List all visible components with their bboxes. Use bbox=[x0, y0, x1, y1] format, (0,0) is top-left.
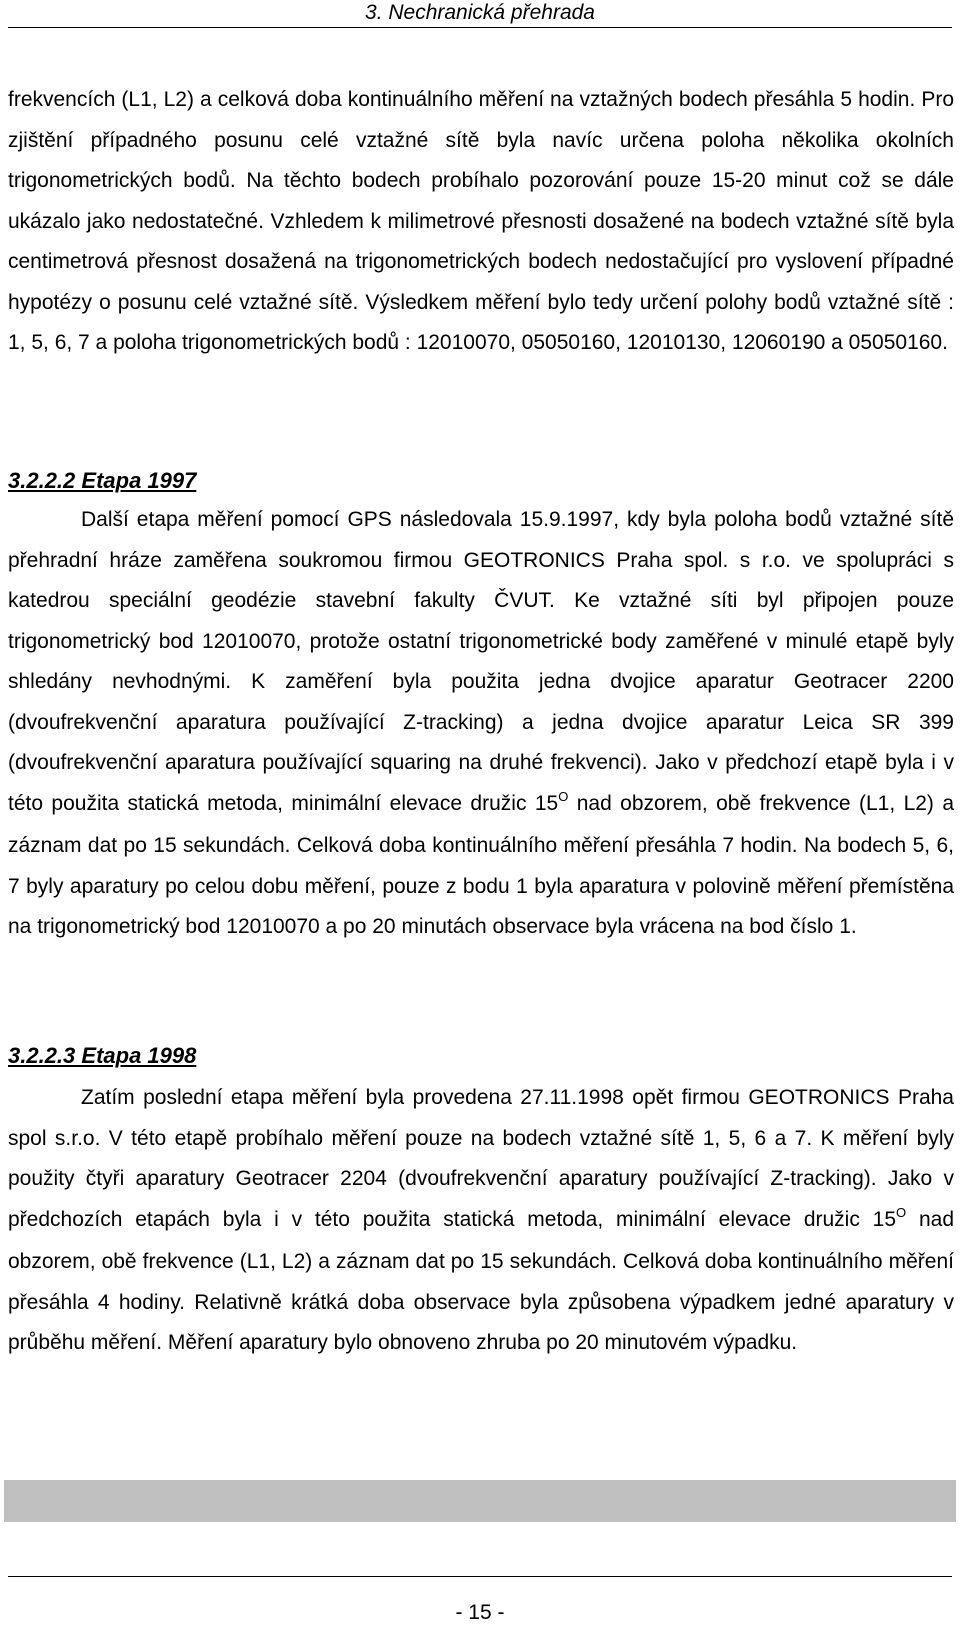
degree-superscript: O bbox=[558, 788, 569, 804]
intro-paragraph: frekvencích (L1, L2) a celková doba kontinuálního měření na vztažných bodech přesáhla 5 hodin. Pro zjištění případného posunu celé vztažné sítě byla navíc určena poloha několika okolních trigonometrických bodů. Na těchto bodech probíhalo pozorování pouze 15-20 minut což se dále ukázalo jako nedostatečné. Vzhledem k milimetrové přesnosti dosažené na bodech vztažné sítě byla centimetrová přesnost dosažená na trigonometrických bodech nedostačující pro vyslovení případné hypotézy o posunu celé vztažné sítě. Výsledkem měření bylo tedy určení polohy bodů vztažné sítě : 1, 5, 6, 7 a poloha trigonometrických bodů : 12010070, 05050160, 12010130, 12060190 a 05050160. bbox=[8, 88, 954, 354]
section-heading-1997: 3.2.2.2 Etapa 1997 bbox=[8, 468, 197, 493]
section-heading-1998: 3.2.2.3 Etapa 1998 bbox=[8, 1043, 197, 1068]
page-number: - 15 - bbox=[455, 1601, 505, 1624]
degree-superscript: O bbox=[896, 1204, 907, 1220]
footer-divider bbox=[8, 1576, 952, 1577]
section-1998-paragraph: Zatím poslední etapa měření byla provedena 27.11.1998 opět firmou GEOTRONICS Praha spol s.r.o. V této etapě probíhalo měření pouze na bodech vztažné sítě 1, 5, 6 a 7. K měření byly použity čtyři aparatury Geotracer 2204 (dvoufrekvenční aparatury používající Z-tracking). Jako v předchozích etapách byla i v této použita statická metoda, minimální elevace družic $15^O$ nad obzorem, obě frekvence (L1, L2) a záznam dat po 15 sekundách. Celková doba kontinuálního měření přesáhla 4 hodiny. Relativně krátká doba observace byla způsobena výpadkem jedné aparatury v průběhu měření. Měření aparatury bylo obnoveno zhruba po 20 minutovém výpadku. bbox=[8, 1086, 955, 1354]
header-divider bbox=[8, 27, 952, 28]
chapter-title: 3. Nechranická přehrada bbox=[365, 1, 595, 24]
gray-band bbox=[4, 1480, 956, 1522]
section-1997-paragraph: Další etapa měření pomocí GPS následovala 15.9.1997, kdy byla poloha bodů vztažné sítě přehradní hráze zaměřena soukromou firmou GEOTRONICS Praha spol. s r.o. ve spolupráci s katedrou speciální geodézie stavební fakulty ČVUT. Ke vztažné síti byl připojen pouze trigonometrický bod 12010070, protože ostatní trigonometrické body zaměřené v minulé etapě byly shledány nevhodnými. K zaměření byla použita jedna dvojice aparatur Geotracer 2200 (dvoufrekvenční aparatura používající Z-tracking) a jedna dvojice aparatur Leica SR 399 (dvoufrekvenční aparatura používající squaring na druhé frekvenci). Jako v předchozí etapě byla i v této použita statická metoda, minimální elevace družic $15^O$ nad obzorem, obě frekvence (L1, L2) a záznam dat po 15 sekundách. Celková doba kontinuálního měření přesáhla 7 hodin. Na bodech 5, 6, 7 byly aparatury po celou dobu měření, pouze z bodu 1 byla aparatura v polovině měření přemístěna na trigonometrický bod 12010070 a po 20 minutách observace byla vrácena na bod číslo 1. bbox=[8, 508, 954, 938]
page-header bbox=[0, 0, 960, 28]
